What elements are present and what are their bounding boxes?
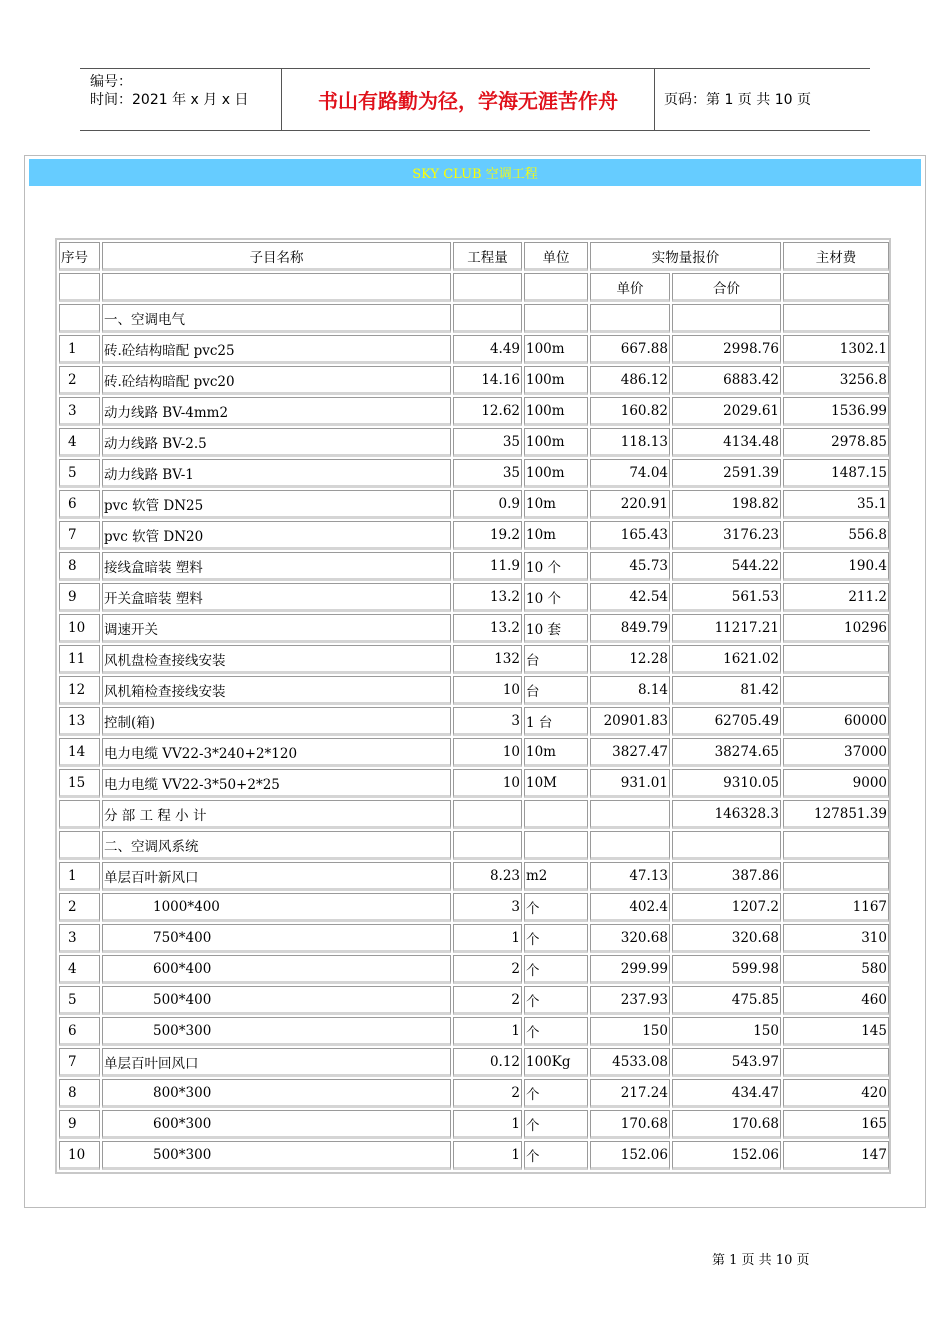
table-row: [59, 831, 889, 860]
row-unit: 10 个: [524, 552, 588, 581]
table-row: [59, 862, 889, 891]
row-total: 81.42: [672, 676, 781, 705]
row-material: 1536.99: [783, 397, 889, 426]
row-unit: 100m: [524, 397, 588, 426]
row-unit-price: 152.06: [590, 1141, 670, 1170]
row-seq: [59, 800, 100, 829]
row-seq: 3: [59, 924, 100, 953]
row-material: 460: [783, 986, 889, 1015]
row-unit-price: 47.13: [590, 862, 670, 891]
row-unit: 10m: [524, 738, 588, 767]
row-material: 420: [783, 1079, 889, 1108]
row-total: 1621.02: [672, 645, 781, 674]
table-row: [59, 304, 889, 333]
row-unit-price: 220.91: [590, 490, 670, 519]
row-seq: 3: [59, 397, 100, 426]
table-row: [59, 955, 889, 984]
row-material: 165: [783, 1110, 889, 1139]
row-material: 127851.39: [783, 800, 889, 829]
row-name: 动力线路 BV-2.5: [102, 428, 451, 457]
row-qty: 0.9: [453, 490, 522, 519]
row-unit: 个: [524, 1017, 588, 1046]
row-name: 500*300: [102, 1141, 451, 1170]
row-name: 动力线路 BV-1: [102, 459, 451, 488]
row-total: [672, 831, 781, 860]
row-qty: 11.9: [453, 552, 522, 581]
row-unit: 个: [524, 1110, 588, 1139]
table-row: [59, 1048, 889, 1077]
row-material: 10296: [783, 614, 889, 643]
row-unit: 100m: [524, 366, 588, 395]
row-unit: 100m: [524, 459, 588, 488]
header-meta: [90, 73, 280, 109]
table-row: [59, 707, 889, 736]
row-qty: 10: [453, 769, 522, 798]
table-row: [59, 552, 889, 581]
row-qty: 3: [453, 893, 522, 922]
row-seq: 8: [59, 1079, 100, 1108]
row-unit-price: 402.4: [590, 893, 670, 922]
row-name: 砖.砼结构暗配 pvc20: [102, 366, 451, 395]
row-qty: 14.16: [453, 366, 522, 395]
row-seq: 9: [59, 1110, 100, 1139]
row-qty: 4.49: [453, 335, 522, 364]
table-row: [59, 738, 889, 767]
row-unit-price: 150: [590, 1017, 670, 1046]
row-total: 2998.76: [672, 335, 781, 364]
table-row: [59, 583, 889, 612]
row-name: 分 部 工 程 小 计: [102, 800, 451, 829]
row-total: 38274.65: [672, 738, 781, 767]
row-name: 一、空调电气: [102, 304, 451, 333]
row-material: [783, 1048, 889, 1077]
row-name: 600*400: [102, 955, 451, 984]
row-material: 9000: [783, 769, 889, 798]
row-material: [783, 304, 889, 333]
row-qty: 132: [453, 645, 522, 674]
row-unit-price: 165.43: [590, 521, 670, 550]
table-row: [59, 1017, 889, 1046]
col-unit: 单位: [524, 242, 588, 271]
row-qty: [453, 304, 522, 333]
row-name: 600*300: [102, 1110, 451, 1139]
row-unit: 10m: [524, 521, 588, 550]
project-banner: SKY CLUB 空调工程: [29, 159, 921, 186]
row-seq: 2: [59, 893, 100, 922]
table-row: [59, 1141, 889, 1170]
row-unit: 10 个: [524, 583, 588, 612]
row-unit-price: 3827.47: [590, 738, 670, 767]
row-name: 800*300: [102, 1079, 451, 1108]
header-motto: 书山有路勤为径，学海无涯苦作舟: [318, 89, 618, 113]
row-material: 190.4: [783, 552, 889, 581]
row-qty: [453, 800, 522, 829]
row-material: [783, 645, 889, 674]
row-name: pvc 软管 DN20: [102, 521, 451, 550]
col-quote: 实物量报价: [590, 242, 781, 271]
row-seq: 12: [59, 676, 100, 705]
row-seq: 9: [59, 583, 100, 612]
row-total: 170.68: [672, 1110, 781, 1139]
row-unit: 10m: [524, 490, 588, 519]
row-qty: 35: [453, 428, 522, 457]
row-material: 556.8: [783, 521, 889, 550]
row-total: 2591.39: [672, 459, 781, 488]
row-unit-price: 237.93: [590, 986, 670, 1015]
row-qty: 1: [453, 924, 522, 953]
table-row: [59, 645, 889, 674]
row-material: 3256.8: [783, 366, 889, 395]
row-seq: 6: [59, 490, 100, 519]
time-label: 时间：2021 年 x 月 x 日: [90, 92, 249, 108]
row-unit-price: 849.79: [590, 614, 670, 643]
row-qty: 3: [453, 707, 522, 736]
table-subheader-row: [59, 273, 889, 302]
row-name: 开关盒暗装 塑料: [102, 583, 451, 612]
row-seq: 5: [59, 986, 100, 1015]
row-total: 6883.42: [672, 366, 781, 395]
table-row: [59, 986, 889, 1015]
row-total: 544.22: [672, 552, 781, 581]
row-total: 320.68: [672, 924, 781, 953]
table-row: [59, 924, 889, 953]
row-qty: 10: [453, 738, 522, 767]
row-material: 145: [783, 1017, 889, 1046]
col-material: 主材费: [783, 242, 889, 271]
row-material: 2978.85: [783, 428, 889, 457]
row-unit-price: 74.04: [590, 459, 670, 488]
row-unit-price: 320.68: [590, 924, 670, 953]
row-unit-price: 486.12: [590, 366, 670, 395]
row-name: 控制(箱): [102, 707, 451, 736]
row-unit: 1 台: [524, 707, 588, 736]
row-name: 二、空调风系统: [102, 831, 451, 860]
row-seq: 8: [59, 552, 100, 581]
row-qty: 10: [453, 676, 522, 705]
table-row: [59, 428, 889, 457]
row-seq: 4: [59, 955, 100, 984]
row-total: 561.53: [672, 583, 781, 612]
col-name: 子目名称: [102, 242, 451, 271]
row-material: 60000: [783, 707, 889, 736]
row-unit: 个: [524, 955, 588, 984]
row-seq: 11: [59, 645, 100, 674]
header-page-label: 页码：第 1 页 共 10 页: [664, 92, 811, 108]
row-material: 147: [783, 1141, 889, 1170]
row-unit-price: 170.68: [590, 1110, 670, 1139]
row-seq: 7: [59, 521, 100, 550]
col-qty: 工程量: [453, 242, 522, 271]
row-unit-price: [590, 800, 670, 829]
row-seq: 6: [59, 1017, 100, 1046]
row-unit: [524, 304, 588, 333]
table-row: [59, 800, 889, 829]
row-unit: 个: [524, 1141, 588, 1170]
row-unit: 个: [524, 1079, 588, 1108]
row-seq: 1: [59, 335, 100, 364]
row-name: 电力电缆 VV22-3*240+2*120: [102, 738, 451, 767]
row-total: 475.85: [672, 986, 781, 1015]
row-unit: [524, 831, 588, 860]
row-seq: [59, 304, 100, 333]
row-seq: 15: [59, 769, 100, 798]
page-footer: 第 1 页 共 10 页: [712, 1253, 810, 1268]
row-qty: 2: [453, 986, 522, 1015]
row-unit: 100Kg: [524, 1048, 588, 1077]
row-seq: 10: [59, 614, 100, 643]
row-name: 砖.砼结构暗配 pvc25: [102, 335, 451, 364]
row-total: [672, 304, 781, 333]
row-qty: 12.62: [453, 397, 522, 426]
row-qty: 0.12: [453, 1048, 522, 1077]
row-name: 接线盒暗装 塑料: [102, 552, 451, 581]
row-seq: 1: [59, 862, 100, 891]
row-name: 单层百叶新风口: [102, 862, 451, 891]
row-total: 62705.49: [672, 707, 781, 736]
row-seq: 5: [59, 459, 100, 488]
row-seq: 2: [59, 366, 100, 395]
row-total: 2029.61: [672, 397, 781, 426]
col-total: 合价: [672, 273, 781, 302]
row-total: 434.47: [672, 1079, 781, 1108]
row-name: 调速开关: [102, 614, 451, 643]
table-row: [59, 614, 889, 643]
row-unit-price: [590, 831, 670, 860]
page-header: [80, 68, 870, 131]
row-unit-price: 45.73: [590, 552, 670, 581]
row-unit-price: 931.01: [590, 769, 670, 798]
row-qty: [453, 831, 522, 860]
row-material: 1167: [783, 893, 889, 922]
row-seq: 13: [59, 707, 100, 736]
row-material: 580: [783, 955, 889, 984]
row-name: 风机盘检查接线安装: [102, 645, 451, 674]
row-name: 1000*400: [102, 893, 451, 922]
row-qty: 2: [453, 1079, 522, 1108]
row-name: 750*400: [102, 924, 451, 953]
table-row: [59, 490, 889, 519]
row-unit: 100m: [524, 335, 588, 364]
row-name: 风机箱检查接线安装: [102, 676, 451, 705]
row-qty: 13.2: [453, 583, 522, 612]
row-unit-price: 8.14: [590, 676, 670, 705]
row-material: [783, 862, 889, 891]
table-header-row: [59, 242, 889, 271]
row-qty: 8.23: [453, 862, 522, 891]
row-total: 387.86: [672, 862, 781, 891]
table-row: [59, 1079, 889, 1108]
row-unit-price: 217.24: [590, 1079, 670, 1108]
table-row: [59, 893, 889, 922]
row-unit: 个: [524, 986, 588, 1015]
row-total: 11217.21: [672, 614, 781, 643]
content-frame: [24, 155, 926, 1208]
row-qty: 19.2: [453, 521, 522, 550]
row-unit-price: 299.99: [590, 955, 670, 984]
row-material: 1302.1: [783, 335, 889, 364]
row-qty: 35: [453, 459, 522, 488]
row-total: 543.97: [672, 1048, 781, 1077]
row-name: pvc 软管 DN25: [102, 490, 451, 519]
row-qty: 13.2: [453, 614, 522, 643]
row-unit: m2: [524, 862, 588, 891]
cost-table: [55, 238, 891, 1174]
row-unit: 100m: [524, 428, 588, 457]
table-row: [59, 676, 889, 705]
row-unit: 台: [524, 676, 588, 705]
row-seq: 10: [59, 1141, 100, 1170]
row-name: 500*300: [102, 1017, 451, 1046]
table-row: [59, 459, 889, 488]
row-name: 500*400: [102, 986, 451, 1015]
number-label: 编号：: [90, 74, 132, 90]
row-unit: 台: [524, 645, 588, 674]
row-material: [783, 676, 889, 705]
row-total: 152.06: [672, 1141, 781, 1170]
row-unit: 10M: [524, 769, 588, 798]
row-total: 4134.48: [672, 428, 781, 457]
row-qty: 1: [453, 1017, 522, 1046]
row-total: 599.98: [672, 955, 781, 984]
row-material: 1487.15: [783, 459, 889, 488]
row-qty: 2: [453, 955, 522, 984]
row-total: 3176.23: [672, 521, 781, 550]
row-unit-price: 160.82: [590, 397, 670, 426]
row-total: 1207.2: [672, 893, 781, 922]
row-material: 310: [783, 924, 889, 953]
row-seq: 4: [59, 428, 100, 457]
row-material: [783, 831, 889, 860]
row-unit-price: 4533.08: [590, 1048, 670, 1077]
header-divider: [654, 69, 655, 130]
col-unit-price: 单价: [590, 273, 670, 302]
row-name: 电力电缆 VV22-3*50+2*25: [102, 769, 451, 798]
row-name: 单层百叶回风口: [102, 1048, 451, 1077]
row-unit-price: 12.28: [590, 645, 670, 674]
row-total: 198.82: [672, 490, 781, 519]
row-total: 150: [672, 1017, 781, 1046]
row-unit: 个: [524, 893, 588, 922]
table-row: [59, 335, 889, 364]
row-material: 35.1: [783, 490, 889, 519]
row-seq: 14: [59, 738, 100, 767]
table-row: [59, 397, 889, 426]
table-row: [59, 1110, 889, 1139]
row-material: 211.2: [783, 583, 889, 612]
row-unit-price: 118.13: [590, 428, 670, 457]
row-unit-price: [590, 304, 670, 333]
row-unit: 个: [524, 924, 588, 953]
row-qty: 1: [453, 1141, 522, 1170]
row-unit-price: 667.88: [590, 335, 670, 364]
table-row: [59, 521, 889, 550]
row-total: 146328.3: [672, 800, 781, 829]
row-material: 37000: [783, 738, 889, 767]
row-name: 动力线路 BV-4mm2: [102, 397, 451, 426]
table-row: [59, 769, 889, 798]
row-seq: 7: [59, 1048, 100, 1077]
col-seq: 序号: [59, 242, 100, 271]
table-row: [59, 366, 889, 395]
row-unit-price: 42.54: [590, 583, 670, 612]
row-seq: [59, 831, 100, 860]
row-qty: 1: [453, 1110, 522, 1139]
row-unit: [524, 800, 588, 829]
row-total: 9310.05: [672, 769, 781, 798]
row-unit-price: 20901.83: [590, 707, 670, 736]
row-unit: 10 套: [524, 614, 588, 643]
